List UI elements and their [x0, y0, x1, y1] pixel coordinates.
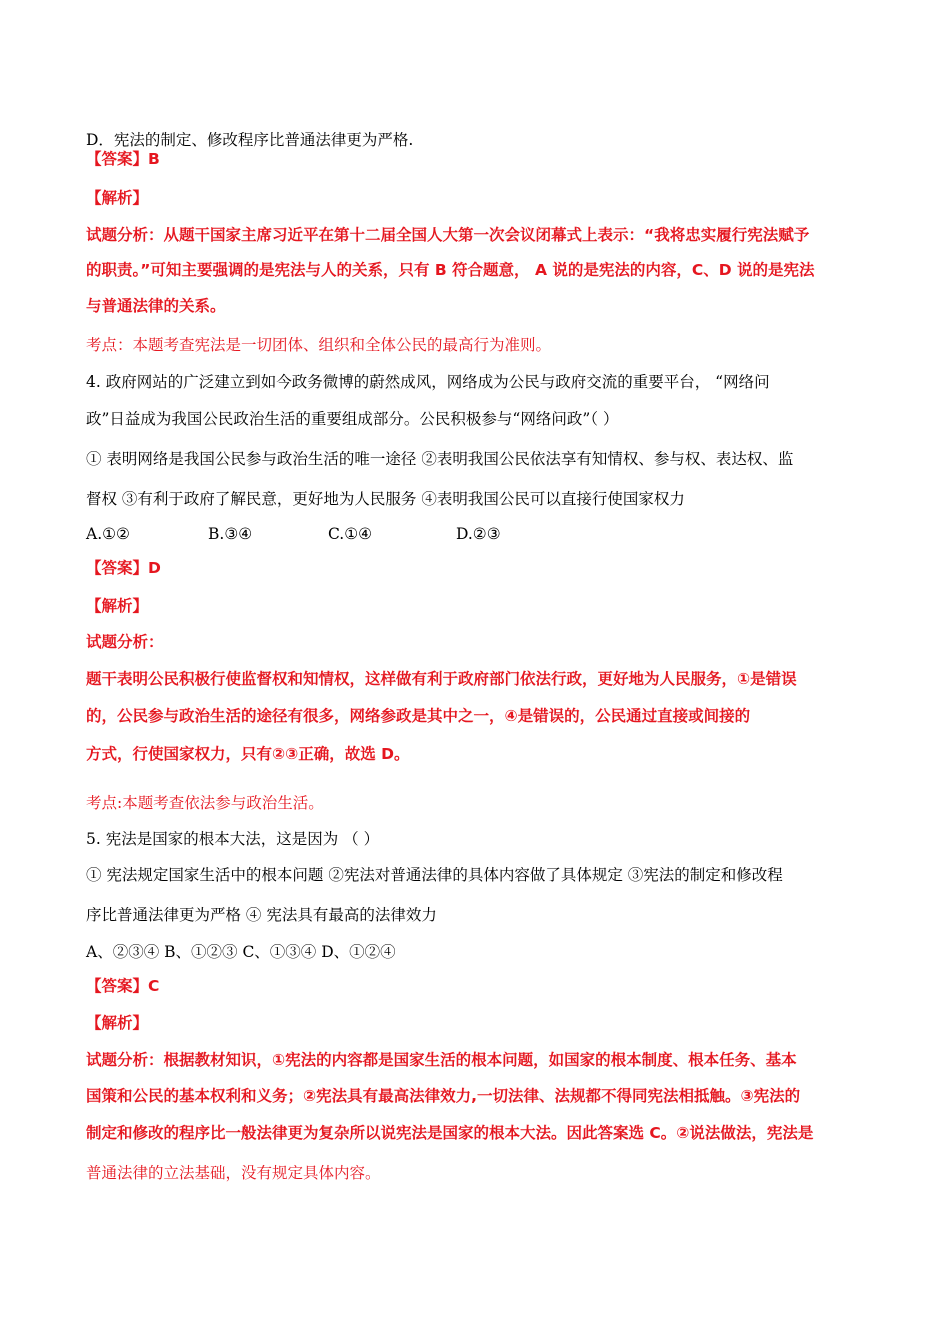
- q4-analysis-heading: 【解析】: [86, 597, 149, 615]
- q3-analysis-line-1: 试题分析：从题干国家主席习近平在第十二届全国人大第一次会议闭幕式上表示：“我将忠实履行宪法赋予: [86, 226, 810, 244]
- q5-analysis-line-4: 普通法律的立法基础，没有规定具体内容。: [86, 1164, 381, 1182]
- q4-analysis-intro: 试题分析：: [86, 633, 164, 651]
- q5-analysis-heading: 【解析】: [86, 1014, 149, 1032]
- q3-answer: 【答案】B: [86, 150, 160, 168]
- q5-answer: 【答案】C: [86, 977, 160, 995]
- q3-option-d: D．宪法的制定、修改程序比普通法律更为严格.: [86, 131, 414, 149]
- q5-analysis-line-1: 试题分析：根据教材知识，①宪法的内容都是国家生活的根本问题，如国家的根本制度、根本任务、基本: [86, 1051, 797, 1069]
- q3-kaodian: 考点：本题考查宪法是一切团体、组织和全体公民的最高行为准则。: [86, 336, 552, 354]
- q5-items-line-2: 序比普通法律更为严格 ④ 宪法具有最高的法律效力: [86, 906, 437, 924]
- q4-items-line-1: ① 表明网络是我国公民参与政治生活的唯一途径 ②表明我国公民依法享有知情权、参与权、表达权、监: [86, 450, 794, 468]
- q4-option-a: A.①②: [86, 525, 130, 543]
- q4-option-b: B.③④: [208, 525, 253, 543]
- q5-options: A、②③④ B、①②③ C、①③④ D、①②④: [86, 943, 396, 961]
- q4-kaodian: 考点:本题考查依法参与政治生活。: [86, 794, 324, 812]
- q5-analysis-line-2: 国策和公民的基本权利和义务；②宪法具有最高法律效力,一切法律、法规都不得同宪法相抵触。③宪法的: [86, 1087, 801, 1105]
- q4-analysis-line-3: 方式，行使国家权力，只有②③正确，故选 D。: [86, 745, 410, 763]
- q4-stem-line-1: 4. 政府网站的广泛建立到如今政务微博的蔚然成风，网络成为公民与政府交流的重要平台， “网络问: [86, 373, 770, 391]
- q5-items-line-1: ① 宪法规定国家生活中的根本问题 ②宪法对普通法律的具体内容做了具体规定 ③宪法的制定和修改程: [86, 866, 783, 884]
- q4-option-c: C.①④: [328, 525, 373, 543]
- q3-analysis-heading: 【解析】: [86, 189, 149, 207]
- q5-analysis-line-3: 制定和修改的程序比一般法律更为复杂所以说宪法是国家的根本大法。因此答案选 C。②说法做法，宪法是: [86, 1124, 814, 1142]
- q4-option-d: D.②③: [456, 525, 501, 543]
- q4-analysis-line-2: 的，公民参与政治生活的途径有很多，网络参政是其中之一，④是错误的，公民通过直接或间接的: [86, 707, 751, 725]
- q4-items-line-2: 督权 ③有利于政府了解民意，更好地为人民服务 ④表明我国公民可以直接行使国家权力: [86, 490, 685, 508]
- q3-analysis-line-3: 与普通法律的关系。: [86, 297, 226, 315]
- q4-options: [0, 524, 950, 544]
- q3-analysis-line-2: 的职责。”可知主要强调的是宪法与人的关系，只有 B 符合题意， A 说的是宪法的内容，C、D 说的是宪法: [86, 261, 815, 279]
- q5-stem: 5. 宪法是国家的根本大法，这是因为 （ ）: [86, 830, 380, 848]
- q4-analysis-line-1: 题干表明公民积极行使监督权和知情权，这样做有利于政府部门依法行政，更好地为人民服务，①是错误: [86, 670, 797, 688]
- q4-answer: 【答案】D: [86, 559, 161, 577]
- q4-stem-line-2: 政”日益成为我国公民政治生活的重要组成部分。公民积极参与“网络问政”（ ）: [86, 410, 619, 428]
